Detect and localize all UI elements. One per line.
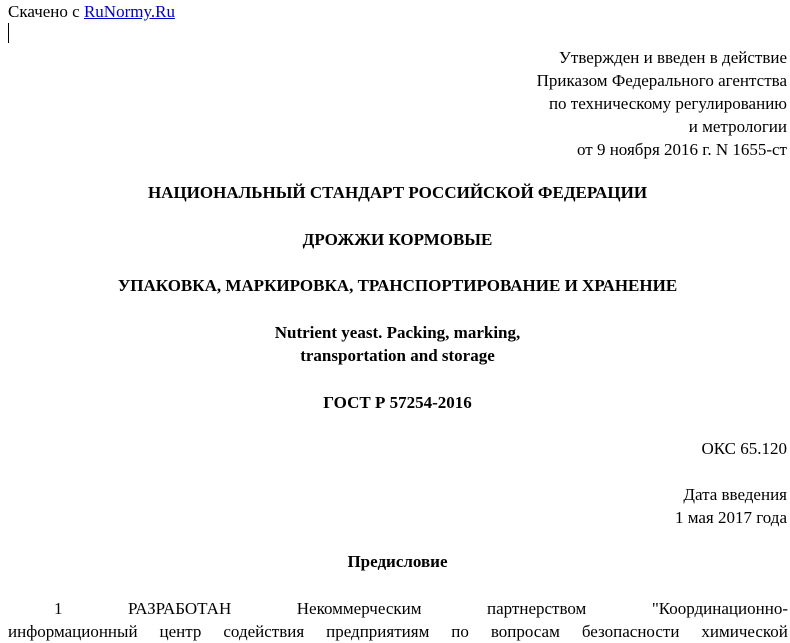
paragraph-line — [8, 620, 788, 643]
introduction-date-label: Дата введения — [683, 485, 787, 504]
word: содействия — [223, 622, 305, 641]
oks-code: ОКС 65.120 — [701, 439, 787, 458]
preface-heading: Предисловие — [347, 552, 448, 571]
word: предприятиям — [326, 622, 430, 641]
product-title: ДРОЖЖИ КОРМОВЫЕ — [302, 230, 493, 249]
word: по — [451, 622, 469, 641]
item-number: 1 — [54, 599, 63, 618]
source-prefix: Скачено с — [8, 2, 84, 21]
word: "Координационно- — [651, 599, 788, 618]
english-title-line-2: transportation and storage — [300, 346, 495, 365]
source-line — [8, 1, 175, 23]
paragraph-line — [8, 597, 788, 620]
word: безопасности — [581, 622, 680, 641]
word: партнерством — [487, 599, 587, 618]
word: химической — [701, 622, 788, 641]
preface-paragraph — [8, 597, 788, 643]
word: информационный — [8, 622, 138, 641]
text-cursor — [8, 23, 9, 43]
approval-line: от 9 ноября 2016 г. N 1655-ст — [577, 140, 787, 159]
national-standard-title: НАЦИОНАЛЬНЫЙ СТАНДАРТ РОССИЙСКОЙ ФЕДЕРАЦИИ — [147, 183, 648, 202]
word: РАЗРАБОТАН — [128, 599, 232, 618]
introduction-date: 1 мая 2017 года — [674, 508, 787, 527]
introduction-date-block — [675, 483, 787, 529]
approval-line: и метрологии — [688, 117, 787, 136]
approval-block — [537, 46, 787, 161]
runormy-link[interactable]: RuNormy.Ru — [83, 2, 175, 21]
word: вопросам — [490, 622, 560, 641]
approval-line: Приказом Федерального агентства — [536, 71, 787, 90]
approval-line: Утвержден и введен в действие — [558, 48, 787, 67]
word: центр — [159, 622, 202, 641]
word: Некоммерческим — [296, 599, 422, 618]
gost-number: ГОСТ Р 57254-2016 — [323, 393, 472, 412]
english-title-line-1: Nutrient yeast. Packing, marking, — [274, 323, 521, 342]
approval-line: по техническому регулированию — [548, 94, 787, 113]
subject-title: УПАКОВКА, МАРКИРОВКА, ТРАНСПОРТИРОВАНИЕ И ХРАНЕНИЕ — [117, 276, 678, 295]
